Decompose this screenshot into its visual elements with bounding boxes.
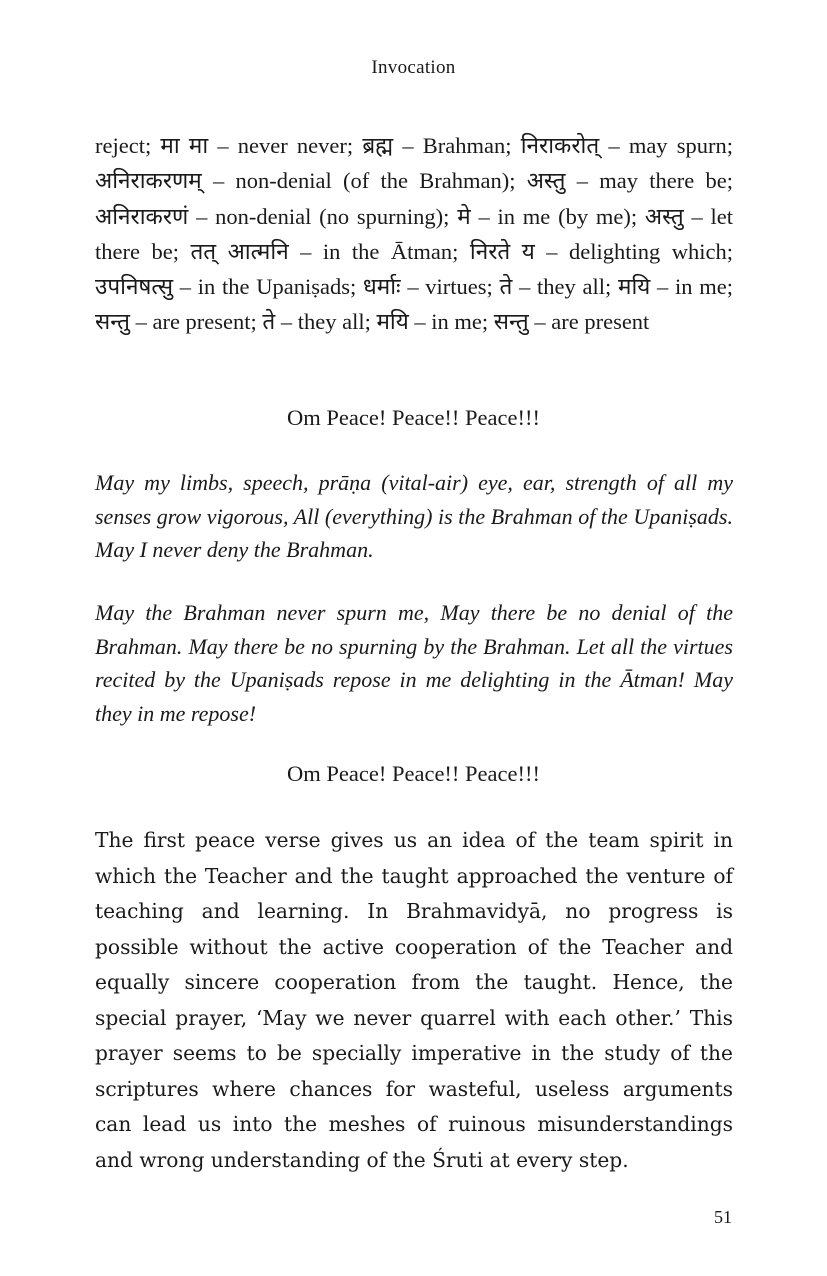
- page-number: 51: [714, 1207, 732, 1227]
- word-glossary-paragraph: reject; मा मा – never never; ब्रह्म – Brahman; निराकरोत् – may spurn; अनिराकरणम् – non-denial (of the Brahman); अस्तु – may there be; अनिराकरणं – non-denial (no spurning); मे – in me (by me); अस्तु – let there be; तत् आत्मनि – in the Ātman; निरते य – delighting which; उपनिषत्सु – in the Upaniṣads; धर्माः – virtues; ते – they all; मयि – in me; सन्तु – are present; ते – they all; मयि – in me; सन्तु – are present: [95, 133, 733, 335]
- peace-invocation-line: Om Peace! Peace!! Peace!!!: [287, 761, 540, 786]
- running-title: Invocation: [371, 57, 456, 78]
- translation-paragraph: May the Brahman never spurn me, May there be no denial of the Brahman. May there be no spurning by the Brahman. Let all the virtues recited by the Upaniṣads repose in me delighting in the Ātman! May they in me repose!: [95, 600, 733, 726]
- peace-invocation-line: Om Peace! Peace!! Peace!!!: [287, 405, 540, 430]
- commentary-paragraph: The first peace verse gives us an idea of the team spirit in which the Teacher and the taught approached the venture of teaching and learning. In Brahmavidyā, no progress is possible without the active cooperation of the Teacher and equally sincere cooperation from the taught. Hence, the special prayer, ‘May we never quarrel with each other.’ This prayer seems to be specially imperative in the study of the scriptures where chances for wasteful, useless arguments can lead us into the meshes of ruinous misunderstandings and wrong understanding of the Śruti at every step.: [95, 828, 733, 1172]
- translation-paragraph: May my limbs, speech, prāṇa (vital-air) eye, ear, strength of all my senses grow vigorous, All (everything) is the Brahman of the Upaniṣads. May I never deny the Brahman.: [95, 470, 733, 562]
